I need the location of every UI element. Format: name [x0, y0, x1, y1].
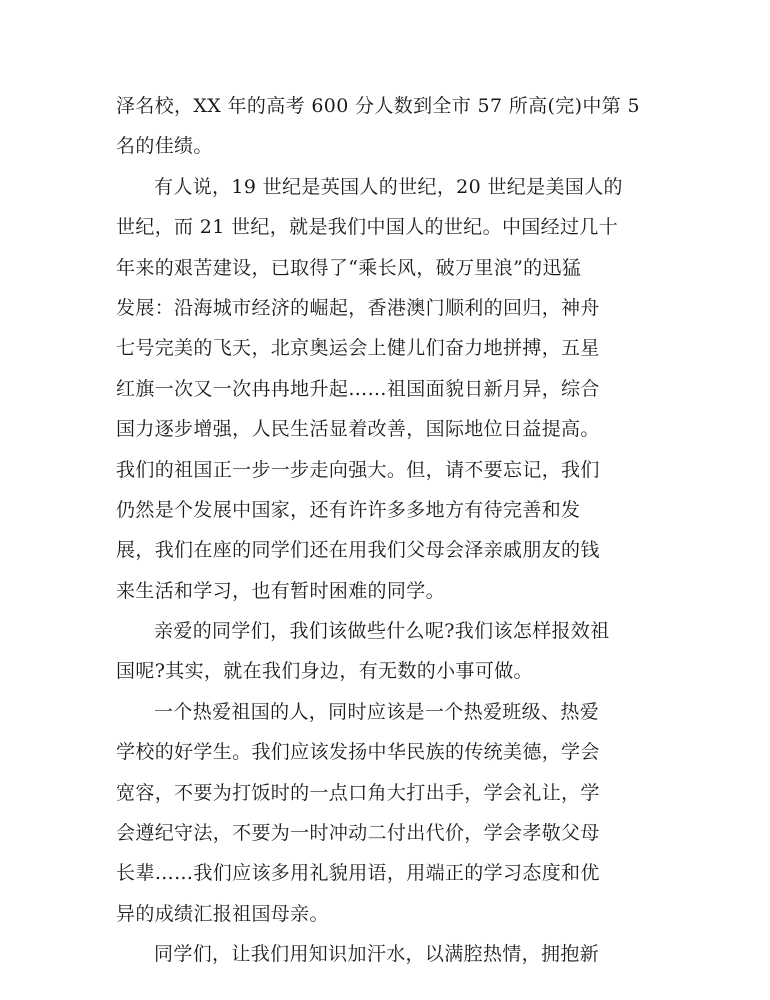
text-line: 亲爱的同学们，我们该做些什么呢?我们该怎样报效祖: [154, 620, 610, 643]
text-line: 国呢?其实，就在我们身边，有无数的小事可做。: [116, 660, 533, 683]
body-text: [116, 86, 646, 975]
text-line: 仍然是个发展中国家，还有许许多多地方有待完善和发: [116, 498, 581, 521]
text-line: 红旗一次又一次冉冉地升起……祖国面貌日新月异，综合: [116, 377, 600, 400]
text-line: 异的成绩汇报祖国母亲。: [116, 902, 329, 925]
text-line: 发展：沿海城市经济的崛起，香港澳门顺利的回归，神舟: [116, 296, 600, 319]
text-line: 七号完美的飞天，北京奥运会上健儿们奋力地拼搏，五星: [116, 337, 600, 360]
text-line: 同学们，让我们用知识加汗水，以满腔热情，拥抱新: [154, 943, 600, 966]
text-line: 年来的艰苦建设，已取得了“乘长风，破万里浪”的迅猛: [116, 256, 582, 279]
text-line: 世纪，而 21 世纪，就是我们中国人的世纪。中国经过几十: [116, 216, 619, 239]
text-line: 长辈……我们应该多用礼貌用语，用端正的学习态度和优: [116, 862, 600, 885]
text-line: 国力逐步增强，人民生活显着改善，国际地位日益提高。: [116, 418, 600, 441]
text-line: 学校的好学生。我们应该发扬中华民族的传统美德，学会: [116, 741, 600, 764]
text-line: 会遵纪守法，不要为一时冲动二付出代价，学会孝敬父母: [116, 822, 600, 845]
text-line: 展，我们在座的同学们还在用我们父母会泽亲戚朋友的钱: [116, 539, 600, 562]
text-line: 来生活和学习，也有暂时困难的同学。: [116, 579, 445, 602]
text-line: 一个热爱祖国的人，同时应该是一个热爱班级、热爱: [154, 700, 600, 723]
text-line: 宽容，不要为打饭时的一点口角大打出手，学会礼让，学: [116, 781, 600, 804]
text-line: 泽名校，XX 年的高考 600 分人数到全市 57 所高(完)中第 5: [116, 95, 640, 117]
text-line: 我们的祖国正一步一步走向强大。但，请不要忘记，我们: [116, 458, 600, 481]
text-line: 有人说，19 世纪是英国人的世纪，20 世纪是美国人的: [154, 175, 623, 198]
text-line: 名的佳绩。: [116, 135, 213, 158]
